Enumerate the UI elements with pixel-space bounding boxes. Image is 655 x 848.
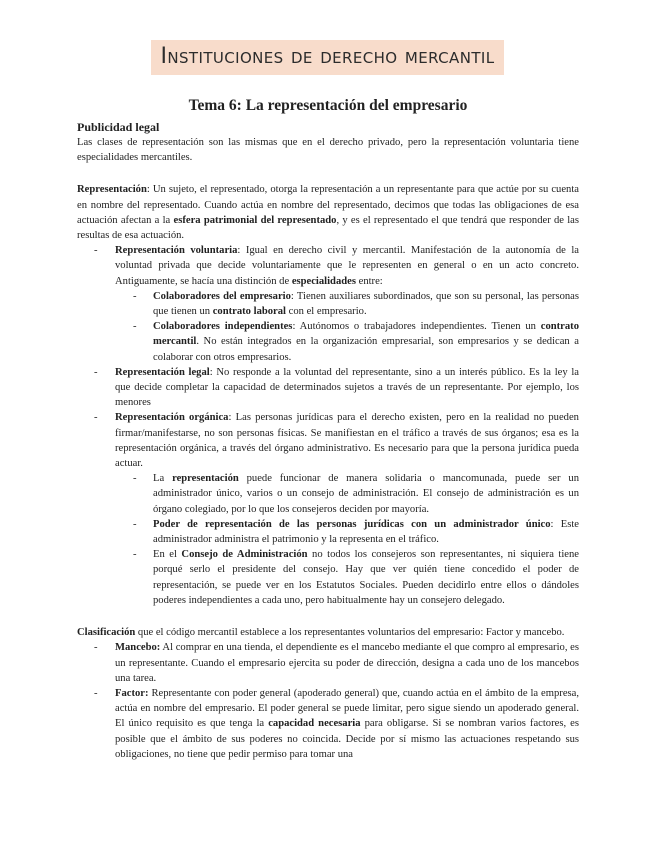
voluntaria-sublist [115, 289, 579, 365]
clasificacion-list [77, 640, 579, 762]
list-item-factor: - Factor: Representante con poder general (apoderado general) que, cuando actúa en el ámbito de la empresa, actúa en nombre del empresario. El poder general se puede limitar, pero sigue siendo un apoderado general. El único requisito es que tenga la capacidad necesaria para obligarse. Si se nombran varios factores, es posible que el ámbito de sus poderes no coincida. Decide por sí mismo las actuaciones respetando sus obligaciones, no tiene que pedir permiso para tomar una [94, 687, 579, 760]
document-banner: Instituciones de derecho mercantil [151, 40, 505, 75]
list-item-administrador-unico: - Poder de representación de las personas jurídicas con un administrador único: Este administrador administra el patrimonio y la representa en el tráfico. [133, 518, 579, 546]
clasificacion-paragraph: Clasificación que el código mercantil establece a los representantes voluntarios del empresario: Factor y mancebo. [77, 627, 565, 639]
list-item-representacion-solidaria: - La representación puede funcionar de manera solidaria o mancomunada, puede ser un administrador único, varios o un consejo de administración. El consejo de administración es un órgano colegiado, por lo que los consejeros deciden por mayoría. [133, 473, 580, 515]
list-item-voluntaria: - Representación voluntaria: Igual en derecho civil y mercantil. Manifestación de la autonomía de la voluntad privada que decide voluntariamente que le representen en general o en un acto concreto. Antiguamente, se hacía una distinción de especialidades entre: - Colaboradores del empresario: Tienen auxiliares subordinados, que son su personal, las personas que tienen un contrato laboral con el empresario. - Colaboradores independientes: Autónomos o trabajadores independientes. Tienen un contrato mercantil. No están integrados en la organización empresarial, son empresarios y se dedican a colaborar con otros empresarios. [77, 243, 579, 365]
intro-paragraph: Las clases de representación son las mismas que en el derecho privado, pero la representación voluntaria tiene especialidades mercantiles. [77, 137, 579, 164]
representation-types-list [77, 243, 579, 608]
organica-sublist [115, 471, 579, 608]
list-item-organica: - Representación orgánica: Las personas jurídicas para el derecho existen, pero en la realidad no pueden firmar/manifestarse, no son personas físicas. Se manifiestan en el tráfico a través de sus órganos; esa es la representación orgánica, a través del órgano administrativo. Es necesario para que la persona jurídica pueda actuar. - La representación puede funcionar de manera solidaria o mancomunada, puede ser un administrador único, varios o un consejo de administración. El consejo de administración es un órgano colegiado, por lo que los consejeros deciden por mayoría. - Poder de representación de las personas jurídicas con un administrador único: Este administrador administra el patrimonio y la representa en el tráfico. - En el Consejo de Administración no todos los consejeros son representantes, ni siquiera tiene porqué serlo el presidente del consejo. Hay que ver quién tiene concedido el poder de representación, se puede ver en los Estatutos Sociales. Pueden decidirlo entre ellos o dándoles poderes independientes a cada uno, pero habitualmente hay un consejero delegado. [77, 410, 579, 608]
list-item-colaboradores-independientes: - Colaboradores independientes: Autónomos o trabajadores independientes. Tienen un contrato mercantil. No están integrados en la organización empresarial, son empresarios y se dedican a colaborar con otros empresarios. [133, 321, 580, 363]
list-item-mancebo: - Mancebo: Al comprar en una tienda, el dependiente es el mancebo mediante el que compro al empresario, es un representante. Cuando el empresario ejercita su poder de dirección, designa a cada uno de los mancebos una tarea. [94, 642, 579, 684]
list-item-legal: - Representación legal: No responde a la voluntad del representante, sino a un interés público. Es la ley la que decide completar la capacidad de determinados sujetos a través de un representante. Por ejemplo, los menores [94, 366, 579, 409]
representacion-paragraph: Representación: Un sujeto, el representado, otorga la representación a un representante para que actúe por su cuenta en nombre del representado. Cuando actúa en nombre del representado, decimos que todas las obligaciones de esa actuación afectan a la esfera patrimonial del representado, y es el representado el que tendrá que responder de las resultas de esa actuación. [77, 184, 579, 242]
document-body [77, 96, 579, 762]
section-heading-publicidad: Publicidad legal [77, 120, 160, 134]
page-title: Tema 6: La representación del empresario [188, 97, 468, 114]
list-item-colaboradores-empresario: - Colaboradores del empresario: Tienen auxiliares subordinados, que son su personal, las personas que tienen un contrato laboral con el empresario. [133, 290, 579, 318]
list-item-consejo-administracion: - En el Consejo de Administración no todos los consejeros son representantes, ni siquiera tiene porqué serlo el presidente del consejo. Hay que ver quién tiene concedido el poder de representación, se puede ver en los Estatutos Sociales. Pueden decidirlo entre ellos o dándoles poderes independientes a cada uno, pero habitualmente hay un consejero delegado. [133, 549, 579, 606]
